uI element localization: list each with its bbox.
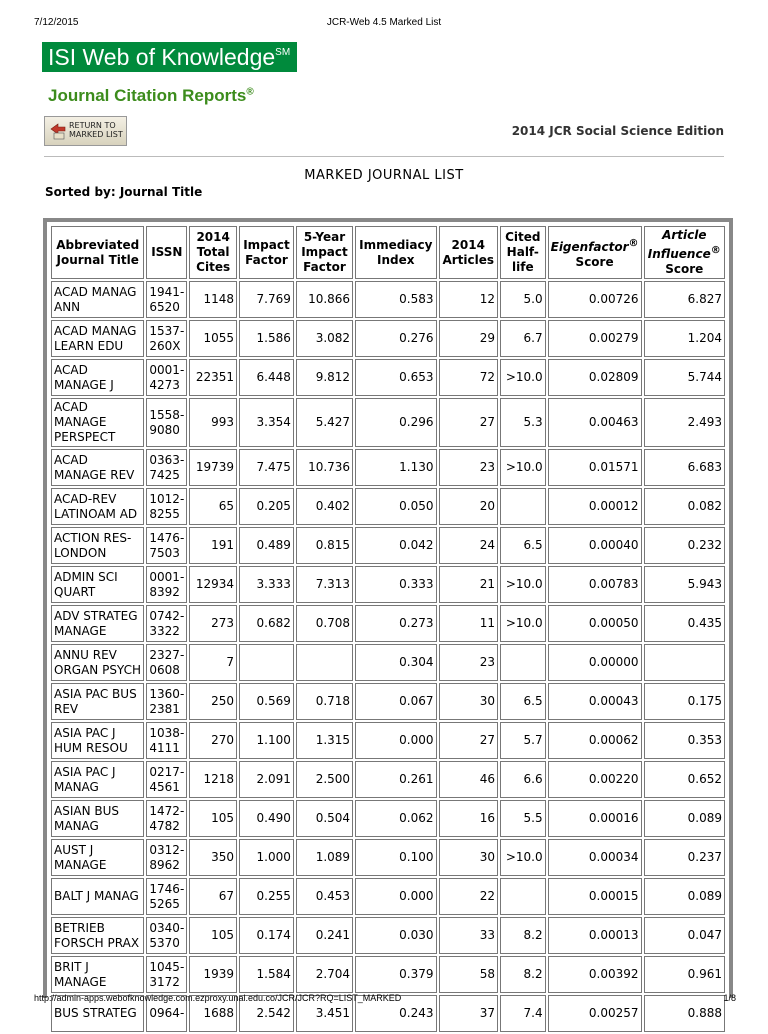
column-header-half: Cited Half-life	[500, 226, 546, 279]
journal-title-cell[interactable]: BUS STRATEG	[51, 995, 144, 1032]
jcr-logo-text: Journal Citation Reports	[48, 86, 247, 105]
eig-cell: 0.00220	[548, 761, 642, 798]
half-cell: 6.7	[500, 320, 546, 357]
eig-cell: 0.00392	[548, 956, 642, 993]
eig-cell: 0.00279	[548, 320, 642, 357]
if5-cell	[296, 644, 353, 681]
if5-cell: 3.451	[296, 995, 353, 1032]
if-cell: 0.682	[239, 605, 294, 642]
ai-cell: 5.744	[644, 359, 725, 396]
if-cell: 0.205	[239, 488, 294, 525]
issn-cell: 2327-0608	[146, 644, 187, 681]
print-page-title: JCR-Web 4.5 Marked List	[326, 17, 442, 28]
half-cell: 6.5	[500, 527, 546, 564]
ai-cell: 0.652	[644, 761, 725, 798]
if-cell: 3.333	[239, 566, 294, 603]
ai-cell: 0.047	[644, 917, 725, 954]
if-cell: 0.255	[239, 878, 294, 915]
journal-table	[49, 224, 727, 1034]
eig-cell: 0.00012	[548, 488, 642, 525]
half-cell: 5.0	[500, 281, 546, 318]
ai-cell: 6.683	[644, 449, 725, 486]
art-cell: 11	[439, 605, 498, 642]
issn-cell: 1558-9080	[146, 398, 187, 447]
if-cell: 0.174	[239, 917, 294, 954]
eig-cell: 0.00016	[548, 800, 642, 837]
journal-title-cell[interactable]: ACAD MANAGE J	[51, 359, 144, 396]
art-cell: 20	[439, 488, 498, 525]
journal-title-cell[interactable]: ASIAN BUS MANAG	[51, 800, 144, 837]
if5-cell: 0.815	[296, 527, 353, 564]
if5-cell: 10.866	[296, 281, 353, 318]
imm-cell: 0.273	[355, 605, 436, 642]
if5-cell: 7.313	[296, 566, 353, 603]
jcr-logo[interactable]	[48, 86, 254, 106]
art-cell: 72	[439, 359, 498, 396]
eig-cell: 0.00013	[548, 917, 642, 954]
cites-cell: 1688	[189, 995, 237, 1032]
journal-title-cell[interactable]: ACTION RES-LONDON	[51, 527, 144, 564]
journal-title-cell[interactable]: ADMIN SCI QUART	[51, 566, 144, 603]
art-cell: 21	[439, 566, 498, 603]
half-cell: 7.4	[500, 995, 546, 1032]
cites-cell: 105	[189, 800, 237, 837]
half-cell: 6.5	[500, 683, 546, 720]
art-cell: 12	[439, 281, 498, 318]
art-cell: 23	[439, 644, 498, 681]
table-row	[51, 644, 725, 681]
imm-cell: 0.000	[355, 878, 436, 915]
half-cell: 5.5	[500, 800, 546, 837]
table-row	[51, 917, 725, 954]
return-to-marked-list-button[interactable]	[44, 116, 127, 146]
cites-cell: 250	[189, 683, 237, 720]
issn-cell: 1360-2381	[146, 683, 187, 720]
eig-cell: 0.00034	[548, 839, 642, 876]
ai-cell: 0.089	[644, 878, 725, 915]
issn-cell: 0001-8392	[146, 566, 187, 603]
cites-cell: 1218	[189, 761, 237, 798]
imm-cell: 0.379	[355, 956, 436, 993]
imm-cell: 0.067	[355, 683, 436, 720]
journal-title-cell[interactable]: BETRIEB FORSCH PRAX	[51, 917, 144, 954]
column-header-if5: 5-Year Impact Factor	[296, 226, 353, 279]
if5-cell: 0.402	[296, 488, 353, 525]
art-cell: 37	[439, 995, 498, 1032]
if5-cell: 5.427	[296, 398, 353, 447]
half-cell: >10.0	[500, 839, 546, 876]
table-row	[51, 449, 725, 486]
half-cell: 6.6	[500, 761, 546, 798]
half-cell	[500, 644, 546, 681]
if5-cell: 0.241	[296, 917, 353, 954]
ai-cell	[644, 644, 725, 681]
imm-cell: 0.100	[355, 839, 436, 876]
sm-mark: SM	[275, 47, 291, 58]
ai-cell: 0.089	[644, 800, 725, 837]
cites-cell: 1148	[189, 281, 237, 318]
journal-title-cell[interactable]: BRIT J MANAGE	[51, 956, 144, 993]
art-cell: 27	[439, 398, 498, 447]
eig-cell: 0.00043	[548, 683, 642, 720]
cites-cell: 105	[189, 917, 237, 954]
eig-cell: 0.00783	[548, 566, 642, 603]
if-cell: 1.586	[239, 320, 294, 357]
cites-cell: 22351	[189, 359, 237, 396]
cites-cell: 67	[189, 878, 237, 915]
issn-cell: 1476-7503	[146, 527, 187, 564]
half-cell: 5.3	[500, 398, 546, 447]
art-cell: 30	[439, 683, 498, 720]
column-header-eig-rest: Score	[575, 254, 614, 269]
if5-cell: 0.453	[296, 878, 353, 915]
imm-cell: 0.050	[355, 488, 436, 525]
cites-cell: 19739	[189, 449, 237, 486]
column-header-issn: ISSN	[146, 226, 187, 279]
if5-cell: 10.736	[296, 449, 353, 486]
issn-cell: 1537-260X	[146, 320, 187, 357]
table-row	[51, 800, 725, 837]
column-header-art: 2014 Articles	[439, 226, 498, 279]
if-cell: 2.091	[239, 761, 294, 798]
table-header-row	[51, 226, 725, 279]
journal-title-cell[interactable]: ASIA PAC J MANAG	[51, 761, 144, 798]
issn-cell: 1045-3172	[146, 956, 187, 993]
half-cell	[500, 878, 546, 915]
half-cell: >10.0	[500, 566, 546, 603]
cites-cell: 273	[189, 605, 237, 642]
art-cell: 58	[439, 956, 498, 993]
list-title: MARKED JOURNAL LIST	[304, 168, 464, 183]
half-cell: 8.2	[500, 956, 546, 993]
if5-cell: 2.704	[296, 956, 353, 993]
eig-cell: 0.00726	[548, 281, 642, 318]
column-header-ai	[644, 226, 725, 279]
column-header-cites: 2014 Total Cites	[189, 226, 237, 279]
if5-cell: 3.082	[296, 320, 353, 357]
table-row	[51, 527, 725, 564]
table-row	[51, 566, 725, 603]
issn-cell: 1038-4111	[146, 722, 187, 759]
imm-cell: 0.296	[355, 398, 436, 447]
ai-cell: 0.961	[644, 956, 725, 993]
if-cell: 7.769	[239, 281, 294, 318]
table-row	[51, 488, 725, 525]
imm-cell: 1.130	[355, 449, 436, 486]
eig-cell: 0.00040	[548, 527, 642, 564]
eig-cell: 0.00015	[548, 878, 642, 915]
imm-cell: 0.304	[355, 644, 436, 681]
issn-cell: 1746-5265	[146, 878, 187, 915]
imm-cell: 0.062	[355, 800, 436, 837]
jcr-reg-mark: ®	[246, 86, 254, 98]
if5-cell: 2.500	[296, 761, 353, 798]
isi-logo[interactable]	[42, 42, 297, 72]
table-row	[51, 398, 725, 447]
art-cell: 22	[439, 878, 498, 915]
eig-cell: 0.00050	[548, 605, 642, 642]
half-cell: 8.2	[500, 917, 546, 954]
if-cell: 0.489	[239, 527, 294, 564]
imm-cell: 0.243	[355, 995, 436, 1032]
cites-cell: 993	[189, 398, 237, 447]
art-cell: 29	[439, 320, 498, 357]
if5-cell: 0.718	[296, 683, 353, 720]
issn-cell: 0001-4273	[146, 359, 187, 396]
journal-title-cell[interactable]: ACAD-REV LATINOAM AD	[51, 488, 144, 525]
edition-label: 2014 JCR Social Science Edition	[511, 124, 724, 138]
eig-cell: 0.02809	[548, 359, 642, 396]
journal-title-cell[interactable]: ADV STRATEG MANAGE	[51, 605, 144, 642]
table-row	[51, 839, 725, 876]
if5-cell: 0.504	[296, 800, 353, 837]
sorted-by-label: Sorted by: Journal Title	[45, 185, 203, 199]
ai-cell: 1.204	[644, 320, 725, 357]
half-cell	[500, 488, 546, 525]
cites-cell: 350	[189, 839, 237, 876]
journal-title-cell[interactable]: ACAD MANAGE REV	[51, 449, 144, 486]
cites-cell: 191	[189, 527, 237, 564]
table-row	[51, 761, 725, 798]
imm-cell: 0.030	[355, 917, 436, 954]
half-cell: >10.0	[500, 359, 546, 396]
column-header-eig	[548, 226, 642, 279]
journal-title-cell[interactable]: AUST J MANAGE	[51, 839, 144, 876]
art-cell: 33	[439, 917, 498, 954]
issn-cell: 0217-4561	[146, 761, 187, 798]
table-row	[51, 359, 725, 396]
if5-cell: 1.089	[296, 839, 353, 876]
journal-title-cell[interactable]: ANNU REV ORGAN PSYCH	[51, 644, 144, 681]
issn-cell: 1012-8255	[146, 488, 187, 525]
column-header-title: Abbreviated Journal Title	[51, 226, 144, 279]
if5-cell: 0.708	[296, 605, 353, 642]
column-header-eig-name: Eigenfactor	[550, 239, 629, 254]
imm-cell: 0.000	[355, 722, 436, 759]
ai-cell: 0.353	[644, 722, 725, 759]
ai-cell: 0.888	[644, 995, 725, 1032]
issn-cell: 0363-7425	[146, 449, 187, 486]
imm-cell: 0.653	[355, 359, 436, 396]
eig-cell: 0.00463	[548, 398, 642, 447]
ai-cell: 6.827	[644, 281, 725, 318]
table-row	[51, 281, 725, 318]
half-cell: >10.0	[500, 605, 546, 642]
ai-cell: 0.237	[644, 839, 725, 876]
cites-cell: 1055	[189, 320, 237, 357]
if5-cell: 1.315	[296, 722, 353, 759]
column-header-eig-reg: ®	[628, 237, 639, 249]
imm-cell: 0.333	[355, 566, 436, 603]
eig-cell: 0.00062	[548, 722, 642, 759]
print-page-number: 1/8	[723, 993, 736, 1003]
imm-cell: 0.276	[355, 320, 436, 357]
imm-cell: 0.261	[355, 761, 436, 798]
print-date: 7/12/2015	[34, 17, 79, 28]
column-header-ai-reg: ®	[710, 245, 721, 256]
ai-cell: 0.435	[644, 605, 725, 642]
issn-cell: 1941-6520	[146, 281, 187, 318]
if-cell: 2.542	[239, 995, 294, 1032]
ai-cell: 0.082	[644, 488, 725, 525]
isi-logo-text: ISI Web of Knowledge	[48, 44, 276, 70]
journal-title-cell[interactable]: ACAD MANAG ANN	[51, 281, 144, 318]
if-cell: 0.569	[239, 683, 294, 720]
ai-cell: 0.175	[644, 683, 725, 720]
half-cell: 5.7	[500, 722, 546, 759]
cites-cell: 12934	[189, 566, 237, 603]
issn-cell: 0340-5370	[146, 917, 187, 954]
journal-title-cell[interactable]: ACAD MANAGE PERSPECT	[51, 398, 144, 447]
imm-cell: 0.042	[355, 527, 436, 564]
column-header-if: Impact Factor	[239, 226, 294, 279]
art-cell: 30	[439, 839, 498, 876]
art-cell: 16	[439, 800, 498, 837]
ai-cell: 0.232	[644, 527, 725, 564]
ai-cell: 5.943	[644, 566, 725, 603]
table-row	[51, 683, 725, 720]
table-row	[51, 878, 725, 915]
table-row	[51, 722, 725, 759]
return-label-line1: RETURN TO	[69, 121, 116, 130]
journal-title-cell[interactable]: ASIA PAC J HUM RESOU	[51, 722, 144, 759]
return-arrow-icon	[49, 122, 67, 140]
cites-cell: 65	[189, 488, 237, 525]
art-cell: 27	[439, 722, 498, 759]
art-cell: 24	[439, 527, 498, 564]
cites-cell: 270	[189, 722, 237, 759]
column-header-ai-name: Article Influence	[647, 228, 711, 261]
if-cell	[239, 644, 294, 681]
column-header-ai-rest: Score	[665, 262, 704, 276]
table-row	[51, 605, 725, 642]
column-header-imm: Immediacy Index	[355, 226, 436, 279]
issn-cell: 0312-8962	[146, 839, 187, 876]
journal-title-cell[interactable]: ASIA PAC BUS REV	[51, 683, 144, 720]
table-row	[51, 956, 725, 993]
if-cell: 1.000	[239, 839, 294, 876]
eig-cell: 0.00000	[548, 644, 642, 681]
if-cell: 6.448	[239, 359, 294, 396]
eig-cell: 0.01571	[548, 449, 642, 486]
if-cell: 1.584	[239, 956, 294, 993]
art-cell: 46	[439, 761, 498, 798]
ai-cell: 2.493	[644, 398, 725, 447]
if-cell: 7.475	[239, 449, 294, 486]
half-cell: >10.0	[500, 449, 546, 486]
table-row	[51, 320, 725, 357]
cites-cell: 7	[189, 644, 237, 681]
journal-title-cell[interactable]: BALT J MANAG	[51, 878, 144, 915]
if-cell: 0.490	[239, 800, 294, 837]
if-cell: 3.354	[239, 398, 294, 447]
if5-cell: 9.812	[296, 359, 353, 396]
art-cell: 23	[439, 449, 498, 486]
return-label-line2: MARKED LIST	[69, 130, 123, 139]
divider	[44, 156, 724, 157]
eig-cell: 0.00257	[548, 995, 642, 1032]
print-url: http://admin-apps.webofknowledge.com.ezproxy.unal.edu.co/JCR/JCR?RQ=LIST_MARKED	[34, 993, 402, 1003]
if-cell: 1.100	[239, 722, 294, 759]
imm-cell: 0.583	[355, 281, 436, 318]
issn-cell: 1472-4782	[146, 800, 187, 837]
issn-cell: 0964-	[146, 995, 187, 1032]
issn-cell: 0742-3322	[146, 605, 187, 642]
cites-cell: 1939	[189, 956, 237, 993]
journal-title-cell[interactable]: ACAD MANAG LEARN EDU	[51, 320, 144, 357]
